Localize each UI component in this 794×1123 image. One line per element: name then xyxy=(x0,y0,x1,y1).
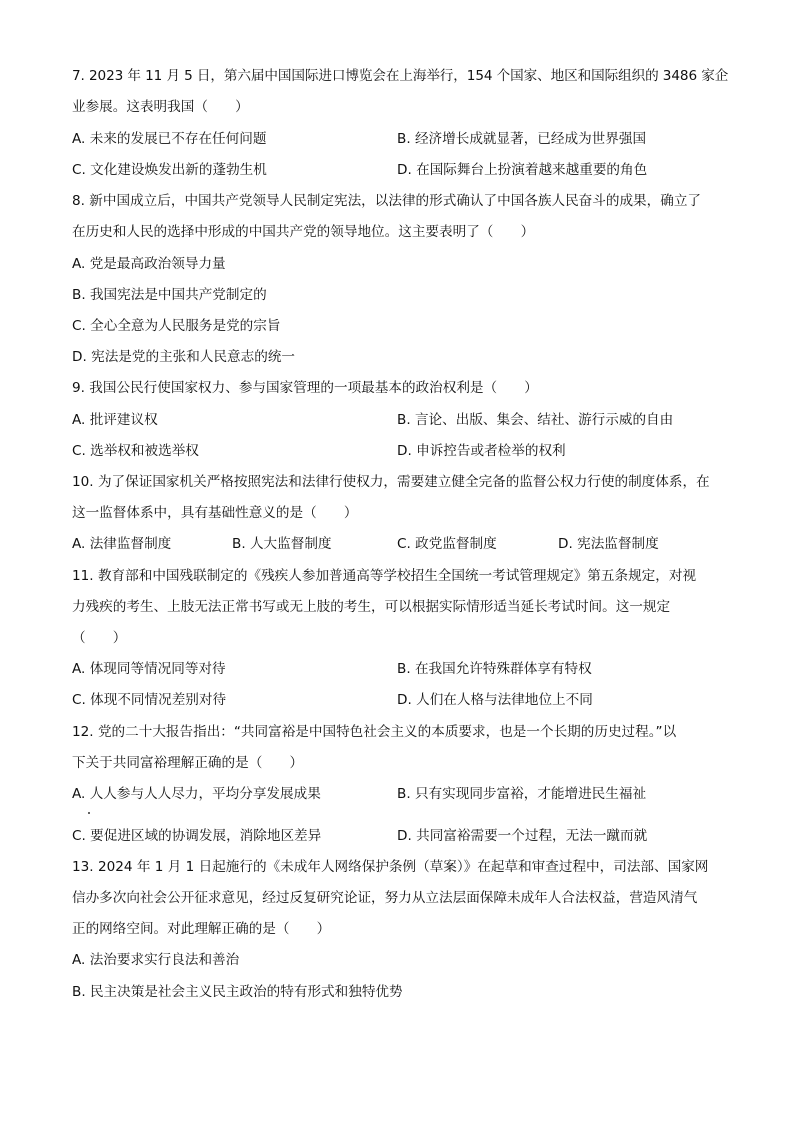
question-13-stem-line-3: 正的网络空间。对此理解正确的是（ ） xyxy=(72,921,331,937)
question-12-stem-line-2: 下关于共同富裕理解正确的是（ ） xyxy=(72,755,304,771)
question-8-option-a: A. 党是最高政治领导力量 xyxy=(72,256,226,272)
question-10-option-a: A. 法律监督制度 xyxy=(72,536,172,552)
question-8-stem-line-1: 8. 新中国成立后，中国共产党领导人民制定宪法，以法律的形式确认了中国各族人民奋斗的成果，确立了 xyxy=(72,193,702,209)
question-7-option-a: A. 未来的发展已不存在任何问题 xyxy=(72,131,267,147)
question-11-option-b: B. 在我国允许特殊群体享有特权 xyxy=(397,661,592,677)
question-9-stem-line-1: 9. 我国公民行使国家权力、参与国家管理的一项最基本的政治权利是（ ） xyxy=(72,380,538,396)
question-12-option-c: C. 要促进区域的协调发展，消除地区差异 xyxy=(72,828,322,844)
question-7-option-b: B. 经济增长成就显著，已经成为世界强国 xyxy=(397,131,647,147)
question-12-stem-line-1: 12. 党的二十大报告指出：“共同富裕是中国特色社会主义的本质要求，也是一个长期的历史过程。”以 xyxy=(72,724,677,740)
question-12-option-d: D. 共同富裕需要一个过程，无法一蹴而就 xyxy=(397,828,648,844)
question-13-option-b: B. 民主决策是社会主义民主政治的特有形式和独特优势 xyxy=(72,984,403,1000)
question-8-option-d: D. 宪法是党的主张和人民意志的统一 xyxy=(72,349,296,365)
question-9-option-d: D. 申诉控告或者检举的权利 xyxy=(397,443,566,459)
question-10-stem-line-2: 这一监督体系中，具有基础性意义的是（ ） xyxy=(72,505,358,521)
question-9-option-a: A. 批评建议权 xyxy=(72,412,158,428)
question-11-stem-line-3: （ ） xyxy=(72,630,127,646)
question-7-option-c: C. 文化建设焕发出新的蓬勃生机 xyxy=(72,162,267,178)
question-8-option-b: B. 我国宪法是中国共产党制定的 xyxy=(72,287,267,303)
question-13-stem-line-2: 信办多次向社会公开征求意见，经过反复研究论证，努力从立法层面保障未成年人合法权益，营造风清气 xyxy=(72,890,698,906)
question-10-option-b: B. 人大监督制度 xyxy=(232,536,332,552)
question-7-stem-line-1: 7. 2023 年 11 月 5 日，第六届中国国际进口博览会在上海举行，154 个国家、地区和国际组织的 3486 家企 xyxy=(72,68,729,84)
question-10-option-d: D. 宪法监督制度 xyxy=(558,536,659,552)
question-9-option-b: B. 言论、出版、集会、结社、游行示威的自由 xyxy=(397,412,674,428)
question-11-option-d: D. 人们在人格与法律地位上不同 xyxy=(397,692,593,708)
question-8-stem-line-2: 在历史和人民的选择中形成的中国共产党的领导地位。这主要表明了（ ） xyxy=(72,224,535,240)
question-11-option-c: C. 体现不同情况差别对待 xyxy=(72,692,227,708)
question-7-stem-line-2: 业参展。这表明我国（ ） xyxy=(72,99,249,115)
question-13-stem-line-1: 13. 2024 年 1 月 1 日起施行的《未成年人网络保护条例（草案）》在起草和审查过程中，司法部、国家网 xyxy=(72,859,709,875)
question-8-option-c: C. 全心全意为人民服务是党的宗旨 xyxy=(72,318,281,334)
question-11-option-a: A. 体现同等情况同等对待 xyxy=(72,661,226,677)
question-9-option-c: C. 选举权和被选举权 xyxy=(72,443,199,459)
question-12-option-a: A. 人人参与人人尽力，平均分享发展成果 xyxy=(72,786,321,802)
stray-dot-mark xyxy=(88,812,90,814)
question-12-option-b: B. 只有实现同步富裕，才能增进民生福祉 xyxy=(397,786,647,802)
question-7-option-d: D. 在国际舞台上扮演着越来越重要的角色 xyxy=(397,162,648,178)
question-11-stem-line-1: 11. 教育部和中国残联制定的《残疾人参加普通高等学校招生全国统一考试管理规定》第五条规定，对视 xyxy=(72,568,697,584)
question-10-stem-line-1: 10. 为了保证国家机关严格按照宪法和法律行使权力，需要建立健全完备的监督公权力行使的制度体系，在 xyxy=(72,474,710,490)
question-10-option-c: C. 政党监督制度 xyxy=(397,536,497,552)
question-11-stem-line-2: 力残疾的考生、上肢无法正常书写或无上肢的考生，可以根据实际情形适当延长考试时间。这一规定 xyxy=(72,599,671,615)
question-13-option-a: A. 法治要求实行良法和善治 xyxy=(72,952,240,968)
